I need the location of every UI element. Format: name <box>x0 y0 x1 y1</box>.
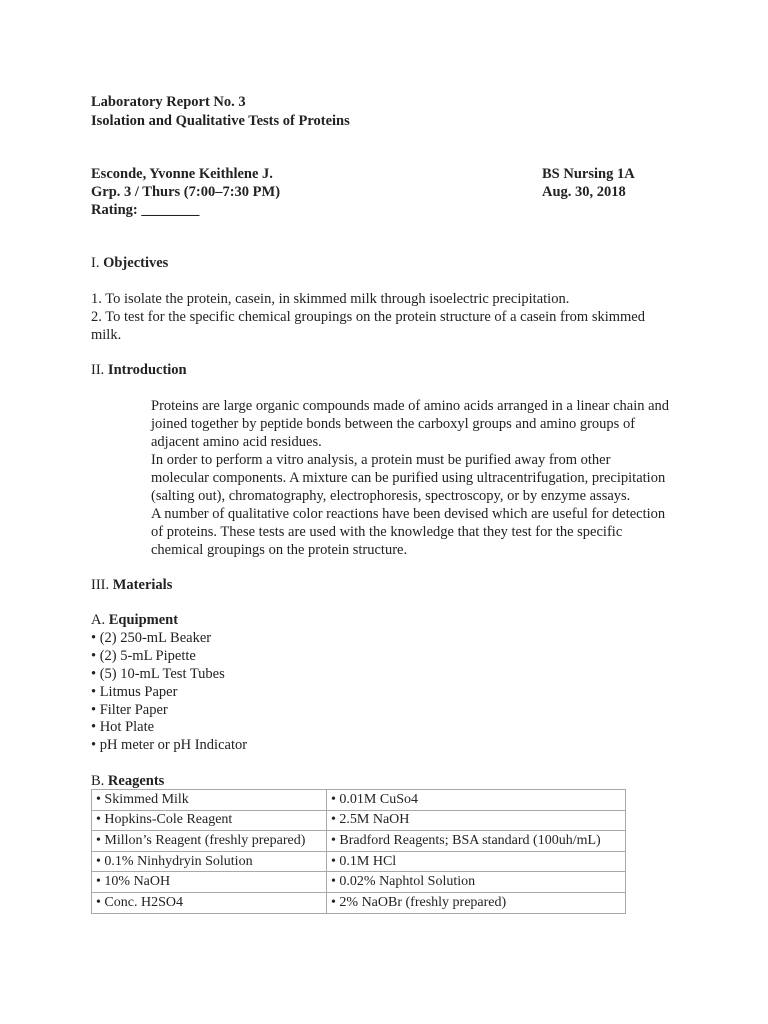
report-number: Laboratory Report No. 3 <box>91 94 246 110</box>
objectives-heading <box>91 254 168 272</box>
equipment-item: • pH meter or pH Indicator <box>91 737 248 754</box>
objective-item: 1. To isolate the protein, casein, in skimmed milk through isoelectric precipitation. <box>91 291 570 307</box>
equipment-list <box>91 629 247 754</box>
section-label: Introduction <box>107 362 187 378</box>
rating-line: Rating: ________ <box>91 202 200 218</box>
table-row <box>92 851 626 872</box>
reagent-cell: • Skimmed Milk <box>92 790 327 811</box>
equipment-item: • Hot Plate <box>91 719 155 736</box>
intro-paragraph: A number of qualitative color reactions have been devised which are useful for detection of proteins. These tests are used with the knowledge that they test for the specific chemical groupings on the protein structure. <box>151 506 666 558</box>
section-number: II. <box>91 362 105 378</box>
table-row <box>92 831 626 852</box>
equipment-item: • (2) 250-mL Beaker <box>91 630 212 646</box>
reagents-heading <box>91 772 164 790</box>
section-number: I. <box>91 255 100 271</box>
subsection-number: B. <box>91 773 105 789</box>
table-row <box>92 810 626 831</box>
reagent-cell: • 0.02% Naphtol Solution <box>327 872 626 893</box>
student-info-left <box>91 165 280 219</box>
equipment-item: • (5) 10-mL Test Tubes <box>91 665 225 682</box>
report-title: Isolation and Qualitative Tests of Proteins <box>91 113 350 129</box>
reagent-cell: • Conc. H2SO4 <box>92 892 327 913</box>
reagent-cell: • 0.1M HCl <box>327 851 626 872</box>
reagent-cell: • Hopkins-Cole Reagent <box>92 810 327 831</box>
equipment-item: • (2) 5-mL Pipette <box>91 647 196 664</box>
table-row <box>92 872 626 893</box>
student-name: Esconde, Yvonne Keithlene J. <box>91 166 273 182</box>
intro-paragraph: In order to perform a vitro analysis, a protein must be purified away from other molecular components. A mixture can be purified using ultracentrifugation, precipitation (salting out), chromatography, electrophoresis, spectroscopy, or by enzyme assays. <box>151 452 666 504</box>
section-label: Materials <box>112 577 173 593</box>
reagent-cell: • Millon’s Reagent (freshly prepared) <box>92 831 327 852</box>
equipment-heading <box>91 611 178 629</box>
materials-heading <box>91 576 172 594</box>
introduction-body <box>151 397 671 559</box>
course: BS Nursing 1A <box>542 166 635 182</box>
objective-item: 2. To test for the specific chemical groupings on the protein structure of a casein from skimmed milk. <box>91 309 645 343</box>
intro-paragraph: Proteins are large organic compounds made of amino acids arranged in a linear chain and joined together by peptide bonds between the carboxyl groups and amino groups of adjacent amino acid residues. <box>151 398 670 450</box>
subsection-label: Reagents <box>107 773 165 789</box>
equipment-item: • Litmus Paper <box>91 683 178 700</box>
student-group: Grp. 3 / Thurs (7:00–7:30 PM) <box>91 184 281 200</box>
subsection-number: A. <box>91 612 106 628</box>
equipment-item: • Filter Paper <box>91 701 168 718</box>
objectives-list <box>91 290 671 344</box>
section-label: Objectives <box>103 255 169 271</box>
reagents-table <box>91 789 626 914</box>
reagent-cell: • 10% NaOH <box>92 872 327 893</box>
table-row <box>92 892 626 913</box>
section-number: III. <box>91 577 110 593</box>
student-info-right <box>542 165 635 201</box>
subsection-label: Equipment <box>108 612 179 628</box>
introduction-heading <box>91 361 187 379</box>
reagent-cell: • 2% NaOBr (freshly prepared) <box>327 892 626 913</box>
table-row <box>92 790 626 811</box>
reagent-cell: • Bradford Reagents; BSA standard (100uh/mL) <box>327 831 626 852</box>
report-date: Aug. 30, 2018 <box>542 184 626 200</box>
reagent-cell: • 0.1% Ninhydryin Solution <box>92 851 327 872</box>
reagent-cell: • 2.5M NaOH <box>327 810 626 831</box>
reagent-cell: • 0.01M CuSo4 <box>327 790 626 811</box>
